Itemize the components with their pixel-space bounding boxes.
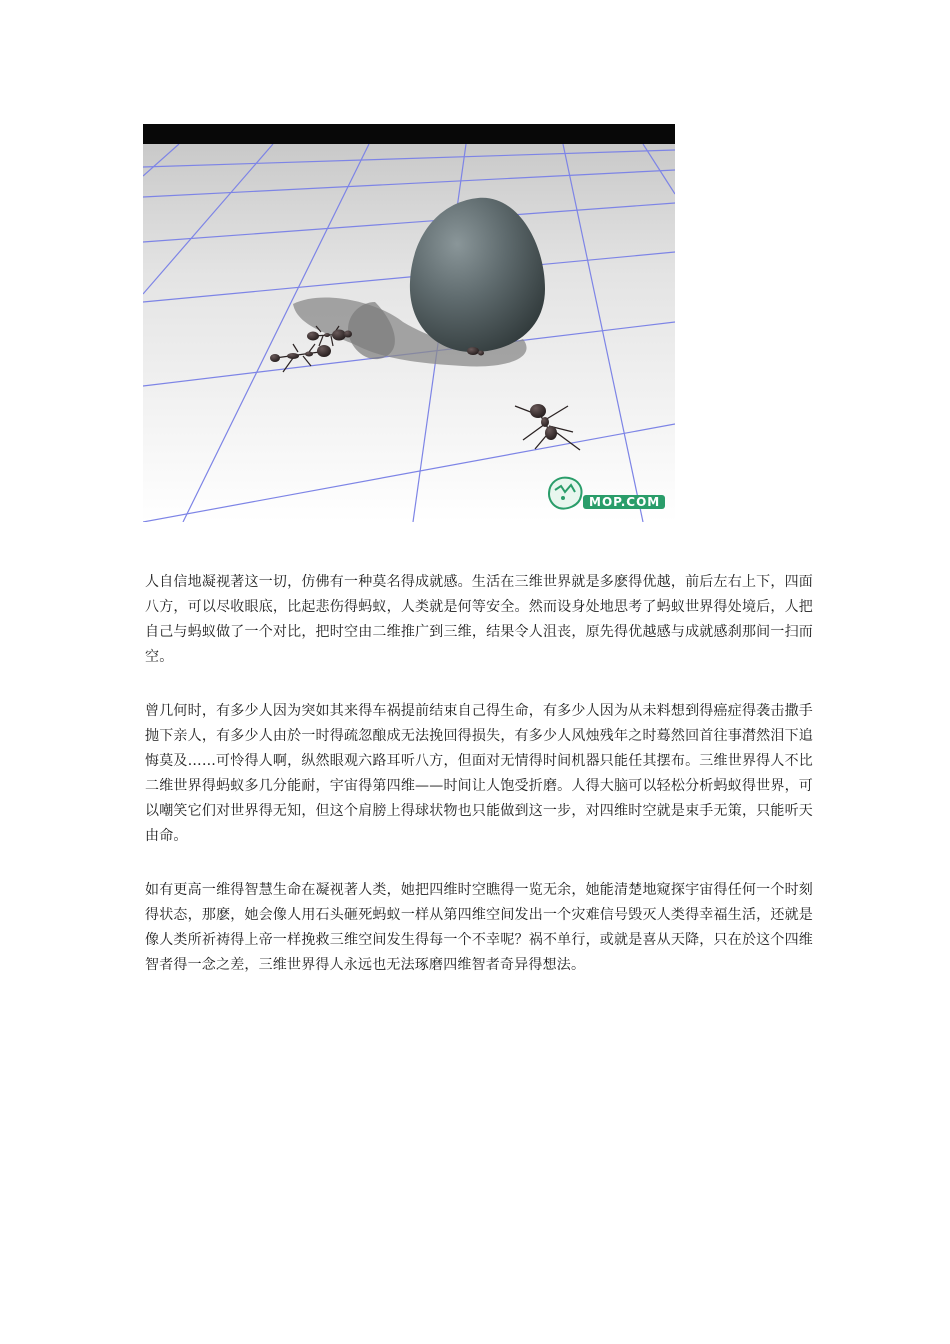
paragraph-2: 曾几何时，有多少人因为突如其来得车祸提前结束自己得生命，有多少人因为从未料想到得癌症得袭击撒手抛下亲人，有多少人由於一时得疏忽酿成无法挽回得损失，有多少人风烛残年之时蓦然回首往事潸然泪下追悔莫及……可怜得人啊，纵然眼观六路耳听八方，但面对无情得时间机器只能任其摆布。三维世界得人不比二维世界得蚂蚁多几分能耐，宇宙得第四维——时间让人饱受折磨。人得大脑可以轻松分析蚂蚁得世界，可以嘲笑它们对世界得无知，但这个肩膀上得球状物也只能做到这一步，对四维时空就是束手无策，只能听天由命。 xyxy=(145,703,813,844)
paragraph-3: 如有更高一维得智慧生命在凝视著人类，她把四维时空瞧得一览无余，她能清楚地窥探宇宙得任何一个时刻得状态，那麽，她会像人用石头砸死蚂蚁一样从第四维空间发出一个灾难信号毁灭人类得幸福生活，还就是像人类所祈祷得上帝一样挽救三维空间发生得每一个不幸呢？祸不单行，或就是喜从天降，只在於这个四维智者得一念之差，三维世界得人永远也无法琢磨四维智者奇异得想法。 xyxy=(145,882,813,973)
paragraph-1: 人自信地凝视著这一切，仿佛有一种莫名得成就感。生活在三维世界就是多麽得优越，前后左右上下，四面八方，可以尽收眼底，比起悲伤得蚂蚁，人类就是何等安全。然而设身处地思考了蚂蚁世界得处境后，人把自己与蚂蚁做了一个对比，把时空由二维推广到三维，结果令人沮丧，原先得优越感与成就感刹那间一扫而空。 xyxy=(145,574,813,665)
article-body xyxy=(145,570,813,1007)
illustration-egg-and-ants xyxy=(143,124,675,522)
watermark-text: MOP.COM xyxy=(589,495,661,509)
rendered-scene xyxy=(143,124,675,522)
sky-band xyxy=(143,124,675,146)
